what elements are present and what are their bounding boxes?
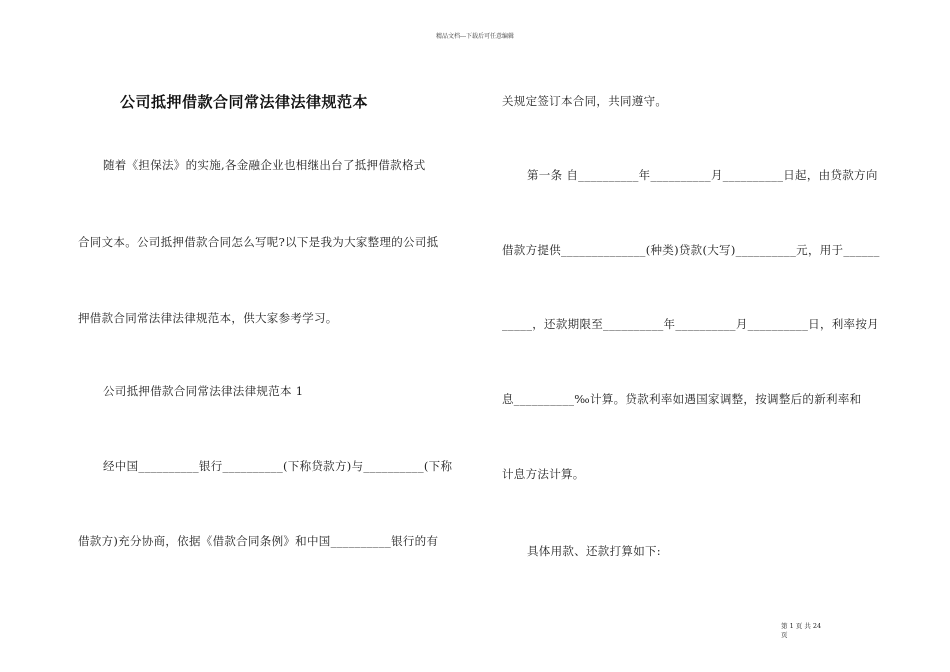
page-number — [781, 622, 821, 640]
left-paragraph-line: 随着《担保法》的实施,各金融企业也相继出台了抵押借款格式 — [103, 158, 426, 172]
section-heading: 公司抵押借款合同常法律法律规范本 1 — [103, 384, 304, 398]
page-header: 精品文档---下载后可任意编辑 — [435, 33, 515, 40]
right-paragraph-line: 计息方法计算。 — [502, 467, 585, 481]
left-paragraph-line: 经中国__________银行__________(下称贷款方)与__________(下称 — [103, 459, 453, 473]
right-paragraph-line: 息__________‰计算。贷款利率如遇国家调整，按调整后的新利率和 — [502, 392, 862, 406]
page-number-line: 第 1 页 共 24 — [781, 622, 822, 630]
right-paragraph-line: 借款方提供______________(种类)贷款(大写)__________元，用于______ — [502, 243, 880, 257]
right-paragraph-line: 具体用款、还款打算如下: — [527, 544, 661, 558]
article-one-line: 第一条 自__________年__________月__________日起，由贷款方向 — [527, 168, 878, 182]
page-number-line: 页 — [781, 631, 788, 639]
left-paragraph-line: 借款方)充分协商，依据《借款合同条例》和中国__________银行的有 — [78, 534, 439, 548]
left-paragraph-line: 合同文本。公司抵押借款合同怎么写呢?以下是我为大家整理的公司抵 — [78, 235, 439, 249]
right-paragraph-line: 关规定签订本合同，共同遵守。 — [502, 94, 668, 108]
right-paragraph-line: _____，还款期限至__________年__________月__________日，利率按月 — [502, 317, 879, 331]
document-title: 公司抵押借款合同常法律法律规范本 — [120, 93, 369, 111]
left-paragraph-line: 押借款合同常法律法律规范本，供大家参考学习。 — [78, 311, 338, 325]
